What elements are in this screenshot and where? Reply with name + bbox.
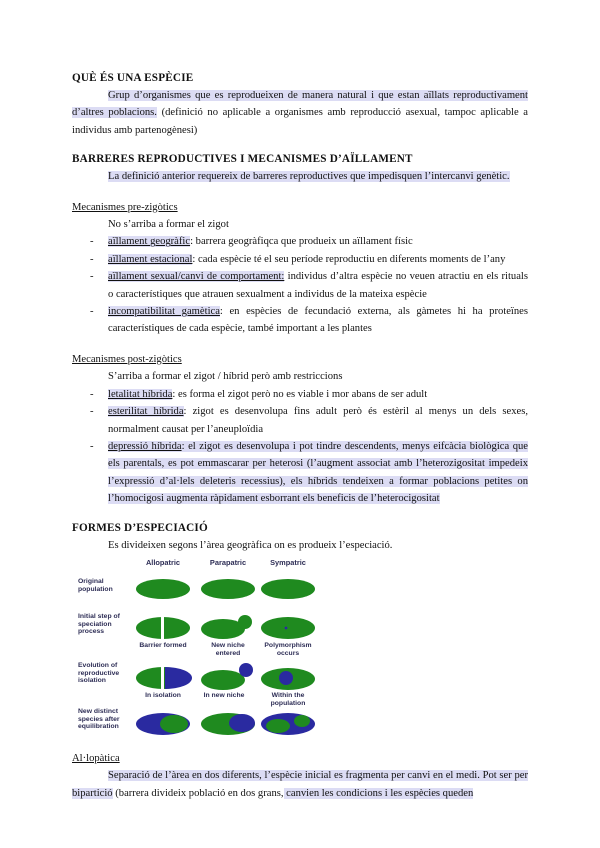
list-item: - aïllament estacional: cada espècie té el seu període reproductiu en diferents moments de l’any bbox=[90, 253, 506, 265]
list-item-term: aïllament sexual/canvi de comportament: bbox=[108, 271, 285, 283]
list-item-text: : es forma el zigot però no es viable i mor abans de ser adult bbox=[172, 388, 428, 400]
allopatric-text-highlight: Separació de l’àrea en dos diferents, l’espècie inicial es fragmenta per canvi en el medi. Pot ser per bipartició bbox=[72, 770, 528, 799]
allopatric-text-highlight-2: canvien les condicions i les espècies queden bbox=[283, 787, 474, 799]
row-label-evolution: Evolution of reproductive isolation bbox=[78, 661, 120, 685]
list-item: - depressió híbrida: el zigot es desenvolupa i pot tindre descendents, menys eifcàcia biològica que els parentals, es pot emmascarar per heterosi (l’augment associat amb l’heterozigositat impedeix l’expressió d’al·lels deleteris recessius), els híbrids tendeixen a formar poblacions petites on l’homocigosi augmenta ràpidament esborrant els beneficis de l’heterocigositat bbox=[90, 440, 529, 505]
species-blob bbox=[229, 714, 255, 732]
population-blob bbox=[261, 617, 315, 639]
list-item-term: incompatibilitat gamètica bbox=[108, 306, 220, 318]
row-label-initial-step: Initial step of speciation process bbox=[78, 612, 120, 636]
barrier-line bbox=[161, 666, 164, 690]
caption-in-new-niche: In new niche bbox=[203, 691, 245, 699]
species-definition-note: (definició no aplicable a organismes amb reproducció asexual, tampoc aplicable a individus amb partenogènesi) bbox=[72, 107, 528, 136]
caption-polymorphism: Polymorphism occurs bbox=[264, 641, 312, 657]
speciation-text: Es divideixen segons l’àrea geogràfica on es produeix l’especiació. bbox=[108, 539, 393, 551]
subtitle-prezygotic: Mecanismes pre-zigòtics bbox=[72, 201, 178, 213]
list-item-text: : zigot es desenvolupa fins adult però és estèril al menys un dels sexes, normalment causat per l’aneuploïdia bbox=[108, 406, 528, 435]
caption-new-niche: New niche entered bbox=[211, 641, 245, 657]
postzygotic-intro: S’arriba a formar el zigot / híbrid però amb restriccions bbox=[108, 371, 343, 383]
section-title-species: QUÈ ÉS UNA ESPÈCIE bbox=[72, 72, 194, 84]
allopatric-text-plain: (barrera divideix població en dos grans, bbox=[112, 787, 284, 799]
new-niche-blob bbox=[239, 663, 253, 677]
barriers-text-highlight: La definició anterior requereix de barreres reproductives que impedisquen l’intercanvi genètic. bbox=[108, 171, 510, 183]
list-item-term: aïllament geogràfic bbox=[108, 236, 191, 248]
caption-in-isolation: In isolation bbox=[145, 691, 181, 699]
caption-barrier-formed: Barrier formed bbox=[139, 641, 187, 649]
list-item-text: : barrera geogràfiqca que produeix un aïllament físic bbox=[190, 236, 413, 248]
list-item: - letalitat híbrida: es forma el zigot però no es viable i mor abans de ser adult bbox=[90, 388, 428, 400]
list-item-text: : cada espècie té el seu període reproductiu en diferents moments de l’any bbox=[192, 253, 506, 265]
list-item-text: : el zigot es desenvolupa i pot tindre descendents, menys eifcàcia biològica que els parentals, es pot emmascarar per heterosi (l’augment associat amb l’heterozigositat impedeix l’expressió d’al·lels deleteris recessius), els híbrids tendeixen a formar poblacions petites on l’homocigosi augmenta ràpidament esborrant els beneficis de l’heterocigositat bbox=[108, 440, 529, 505]
population-blob bbox=[201, 670, 245, 690]
list-item-highlight bbox=[108, 441, 528, 504]
emerging-species bbox=[279, 671, 293, 685]
list-item-text: individus d’altra espècie no veuen atractiu en els rituals o característiques que atrauen sexualment a individus de la mateixa espècie bbox=[108, 271, 528, 300]
prezygotic-intro: No s’arriba a formar el zigot bbox=[108, 219, 229, 231]
species-blob bbox=[294, 715, 310, 727]
list-item: - esterilitat híbrida: zigot es desenvolupa fins adult però és estèril al menys un dels sexes, normalment causat per l’aneuploïdia bbox=[90, 406, 528, 435]
document-content bbox=[72, 70, 528, 802]
isolated-population bbox=[165, 667, 192, 689]
column-label-allopatric: Allopatric bbox=[145, 557, 181, 567]
population-blob bbox=[201, 579, 255, 599]
section-title-barriers: BARRERES REPRODUCTIVES I MECANISMES D’AÏLLAMENT bbox=[72, 153, 413, 166]
species-definition bbox=[72, 87, 528, 139]
column-label-parapatric: Parapatric bbox=[209, 557, 247, 567]
new-niche-blob bbox=[238, 615, 252, 629]
allopatric-text bbox=[72, 767, 528, 802]
barriers-text bbox=[72, 168, 528, 185]
polymorphism-dot bbox=[285, 627, 288, 630]
list-item-term: depressió híbrida bbox=[108, 440, 182, 452]
row-label-new-species: New distinct species after equilibration bbox=[78, 707, 120, 731]
population-blob bbox=[136, 579, 190, 599]
list-item: - aïllament geogràfic: barrera geogràfiqca que produeix un aïllament físic bbox=[90, 236, 413, 248]
barrier-line bbox=[161, 616, 164, 640]
list-item: - incompatibilitat gamètica: en espècies de fecundació externa, als gàmetes hi ha proteïnes característiques de cada espècie, també important a les plantes bbox=[90, 306, 528, 335]
population-blob bbox=[261, 579, 315, 599]
caption-within-population: Within the population bbox=[270, 691, 306, 707]
species-blob bbox=[266, 719, 290, 733]
subtitle-postzygotic: Mecanismes post-zigòtics bbox=[72, 353, 182, 365]
species-definition-highlight: Grup d’organismes que es reprodueixen de manera natural i que estan aïllats reproductivament d’altres poblacions. bbox=[72, 90, 528, 119]
list-item-term: letalitat híbrida bbox=[108, 388, 173, 400]
list-item-term: aïllament estacional bbox=[108, 253, 193, 265]
section-title-speciation: FORMES D’ESPECIACIÓ bbox=[72, 521, 208, 534]
subtitle-allopatric: Al·lopàtica bbox=[72, 752, 120, 764]
list-item-term: esterilitat híbrida bbox=[108, 406, 184, 418]
list-item: - aïllament sexual/canvi de comportament: individus d’altra espècie no veuen atractiu en els rituals o característiques que atrauen sexualment a individus de la mateixa espècie bbox=[90, 271, 528, 300]
species-blob bbox=[160, 715, 188, 733]
speciation-figure bbox=[76, 558, 316, 738]
list-item-text: : en espècies de fecundació externa, als gàmetes hi ha proteïnes característiques de cada espècie, també important a les plantes bbox=[108, 306, 528, 335]
column-label-sympatric: Sympatric bbox=[270, 557, 306, 567]
row-label-original: Original population bbox=[78, 577, 113, 593]
